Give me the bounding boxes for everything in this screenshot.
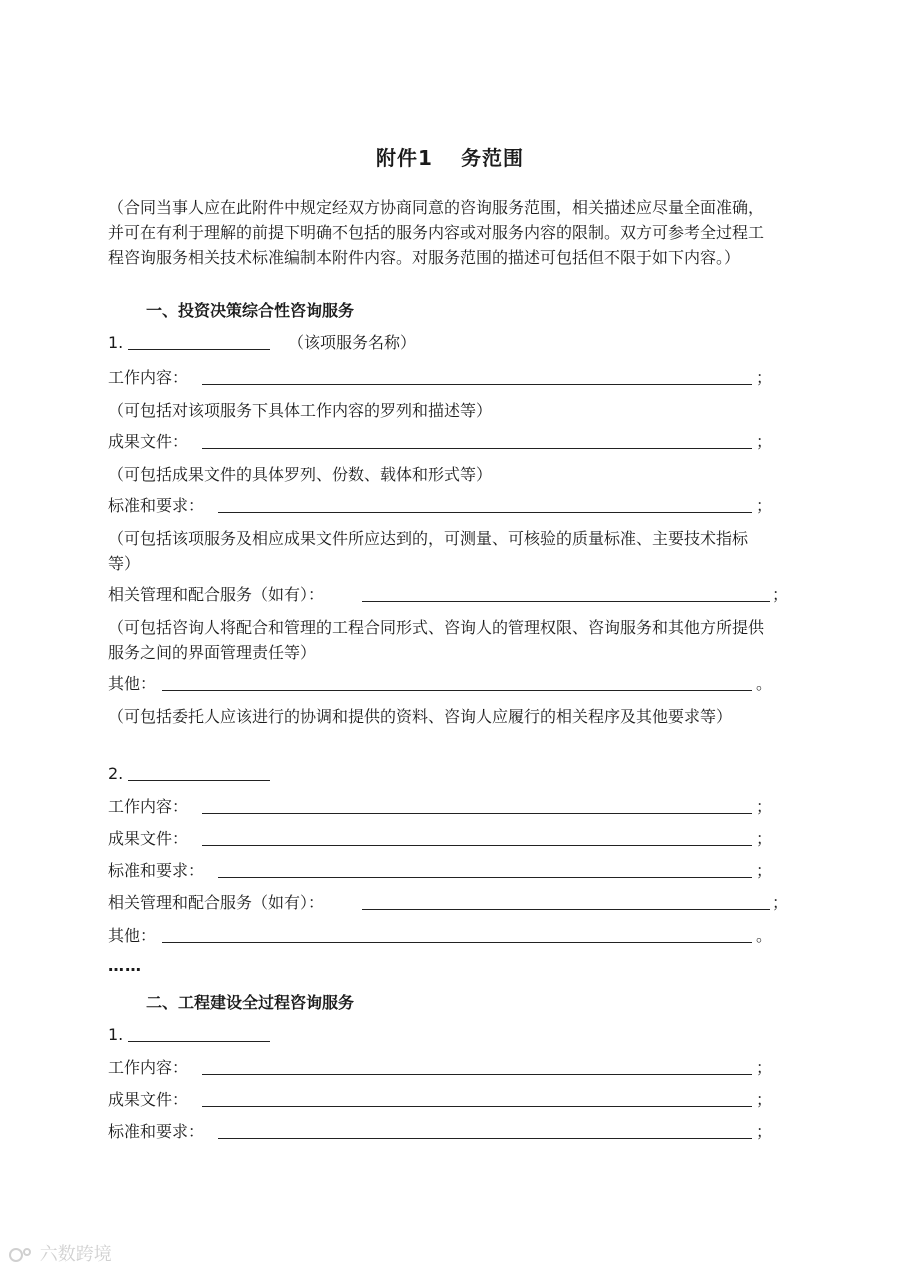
s1-item1-number: 1. xyxy=(108,333,124,352)
s1-item1-work-note: （可包括对该项服务下具体工作内容的罗列和描述等） xyxy=(108,401,493,420)
s1-item2-manage-row xyxy=(108,891,789,915)
s2-item1-number: 1. xyxy=(108,1025,124,1044)
s1-item1-number-row xyxy=(108,331,768,355)
s1-item2-other-row xyxy=(108,924,773,948)
result-label: 成果文件： xyxy=(108,432,189,451)
manage-label: 相关管理和配合服务（如有）： xyxy=(108,893,325,912)
work-label: 工作内容： xyxy=(108,368,189,387)
semicolon: ； xyxy=(756,1058,773,1077)
title-name: 务范围 xyxy=(460,146,524,170)
period: 。 xyxy=(756,674,773,693)
intro-note: （合同当事人应在此附件中规定经双方协商同意的咨询服务范围，相关描述应尽量全面准确，并可在有利于理解的前提下明确不包括的服务内容或对服务内容的限制。双方可参考全过程工程咨询服务相关技术标准编制本附件内容。对服务范围的描述可包括但不限于如下内容。） xyxy=(108,198,765,267)
other-label: 其他： xyxy=(108,674,157,693)
watermark-text: 六数跨境 xyxy=(39,1244,112,1265)
s1-item1-work-row xyxy=(108,366,773,390)
semicolon: ； xyxy=(756,1122,773,1141)
semicolon: ； xyxy=(756,797,773,816)
result-label: 成果文件： xyxy=(108,829,189,848)
s2-item1-result-row xyxy=(108,1088,773,1112)
title-prefix: 附件1 xyxy=(376,146,433,170)
s2-item1-name-blank[interactable] xyxy=(128,1041,270,1042)
s1-item1-hint: （该项服务名称） xyxy=(288,333,417,352)
s1-item2-number: 2. xyxy=(108,764,124,783)
s1-item1-other-note: （可包括委托人应该进行的协调和提供的资料、咨询人应履行的相关程序及其他要求等） xyxy=(108,707,733,726)
standard-label: 标准和要求： xyxy=(108,496,205,515)
s1-item1-result-row xyxy=(108,430,773,454)
manage-blank[interactable] xyxy=(362,601,770,602)
watermark-logo-icon xyxy=(8,1246,34,1264)
s1-item1-result-note: （可包括成果文件的具体罗列、份数、载体和形式等） xyxy=(108,465,493,484)
s1-item1-standard-row xyxy=(108,494,773,518)
manage-blank[interactable] xyxy=(362,909,770,910)
semicolon: ； xyxy=(772,585,789,604)
s2-item1-standard-row xyxy=(108,1120,773,1144)
manage-label: 相关管理和配合服务（如有）： xyxy=(108,585,325,604)
s1-item2-standard-row xyxy=(108,859,773,883)
section2-heading: 二、工程建设全过程咨询服务 xyxy=(146,993,355,1012)
semicolon: ； xyxy=(756,368,773,387)
other-blank[interactable] xyxy=(162,942,752,943)
semicolon: ； xyxy=(756,432,773,451)
work-blank[interactable] xyxy=(202,813,752,814)
work-blank[interactable] xyxy=(202,1074,752,1075)
standard-blank[interactable] xyxy=(218,877,752,878)
work-label: 工作内容： xyxy=(108,797,189,816)
result-label: 成果文件： xyxy=(108,1090,189,1109)
s1-item1-manage-note: （可包括咨询人将配合和管理的工程合同形式、咨询人的管理权限、咨询服务和其他方所提供服务之间的界面管理责任等） xyxy=(108,618,765,662)
ellipsis: …… xyxy=(108,956,142,975)
section1-heading: 一、投资决策综合性咨询服务 xyxy=(146,301,355,320)
result-blank[interactable] xyxy=(202,448,752,449)
s1-item1-other-row xyxy=(108,672,773,696)
other-blank[interactable] xyxy=(162,690,752,691)
watermark xyxy=(8,1240,112,1266)
standard-label: 标准和要求： xyxy=(108,861,205,880)
s1-item2-name-blank[interactable] xyxy=(128,780,270,781)
semicolon: ； xyxy=(772,893,789,912)
result-blank[interactable] xyxy=(202,1106,752,1107)
standard-blank[interactable] xyxy=(218,1138,752,1139)
s1-item2-result-row xyxy=(108,827,773,851)
page-title xyxy=(0,142,900,171)
semicolon: ； xyxy=(756,829,773,848)
semicolon: ； xyxy=(756,496,773,515)
s2-item1-number-row xyxy=(108,1023,768,1047)
s1-item1-standard-note: （可包括该项服务及相应成果文件所应达到的，可测量、可核验的质量标准、主要技术指标等） xyxy=(108,529,749,573)
semicolon: ； xyxy=(756,861,773,880)
s1-item1-manage-row xyxy=(108,583,789,607)
work-blank[interactable] xyxy=(202,384,752,385)
standard-blank[interactable] xyxy=(218,512,752,513)
s1-item2-work-row xyxy=(108,795,773,819)
s2-item1-work-row xyxy=(108,1056,773,1080)
other-label: 其他： xyxy=(108,926,157,945)
work-label: 工作内容： xyxy=(108,1058,189,1077)
semicolon: ； xyxy=(756,1090,773,1109)
result-blank[interactable] xyxy=(202,845,752,846)
s1-item2-number-row xyxy=(108,762,768,786)
s1-item1-name-blank[interactable] xyxy=(128,349,270,350)
period: 。 xyxy=(756,926,773,945)
standard-label: 标准和要求： xyxy=(108,1122,205,1141)
